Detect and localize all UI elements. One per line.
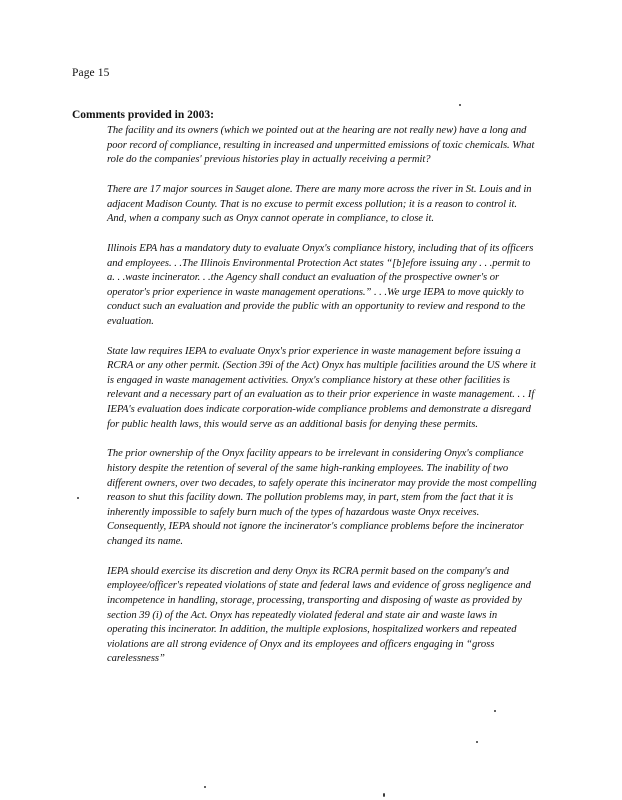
- section-heading: Comments provided in 2003:: [72, 109, 214, 121]
- scan-speck: [383, 793, 385, 797]
- comment-paragraph: The prior ownership of the Onyx facility appears to be irrelevant in considering Onyx's compliance history despite the retention of several of the same high-ranking employees. The inability of two different owners, over two decades, to safely operate this incinerator may provide the most compelling reason to shut this facility down. The pollution problems may, in part, stem from the fact that it is inherently impossible to safely burn much of the types of hazardous waste Onyx receives. Consequently, IEPA should not ignore the incinerator's compliance problems before the incinerator changed its name.: [107, 448, 537, 547]
- comment-paragraph: State law requires IEPA to evaluate Onyx's prior experience in waste management before issuing a RCRA or any other permit. (Section 39i of the Act) Onyx has multiple facilities around the US where it is engaged in waste management activities. Onyx's compliance history at these other facilities is relevant and a necessary part of an evaluation as to their prior experience in waste management. . . If IEPA's evaluation does indicate corporation-wide compliance problems and demonstrate a disregard for public health laws, this would serve as an additional basis for denying these permits.: [107, 345, 536, 430]
- comments-list: [107, 124, 537, 682]
- comment-paragraph: Illinois EPA has a mandatory duty to evaluate Onyx's compliance history, including that of its officers and employees. . .The Illinois Environmental Protection Act states “[b]efore issuing any . . .permit to a. . .waste incinerator. . .the Agency shall conduct an evaluation of the prospective owner's or operator's prior experience in waste management operations.” . . .We urge IEPA to move quickly to conduct such an evaluation and provide the public with an opportunity to review and respond to the evaluation.: [107, 242, 534, 327]
- comment-paragraph: There are 17 major sources in Sauget alone. There are many more across the river in St. Louis and in adjacent Madison County. That is no excuse to permit excess pollution; it is a reason to control it. And, when a company such as Onyx cannot operate in compliance, to close it.: [107, 183, 532, 225]
- scan-speck: [204, 786, 206, 788]
- comment-paragraph: The facility and its owners (which we pointed out at the hearing are not really new) have a long and poor record of compliance, resulting in increased and unpermitted emissions of toxic chemicals. What role do the companies' previous histories play in actually receiving a permit?: [107, 125, 535, 166]
- page-number: Page 15: [72, 67, 110, 79]
- scan-speck: [459, 104, 461, 106]
- scan-speck: [77, 497, 79, 499]
- comment-paragraph: IEPA should exercise its discretion and deny Onyx its RCRA permit based on the company's and employee/officer's repeated violations of state and federal laws and evidence of gross negligence and incompetence in handling, storage, processing, transporting and disposing of waste as provided by section 39 (i) of the Act. Onyx has repeatedly violated federal and state air and waste laws in operating this incinerator. In addition, the multiple explosions, hospitalized workers and repeated violations are all strong evidence of Onyx and its employees and officers engaging in “gross carelessness”: [107, 565, 531, 665]
- scan-speck: [494, 710, 496, 712]
- scan-speck: [476, 741, 478, 743]
